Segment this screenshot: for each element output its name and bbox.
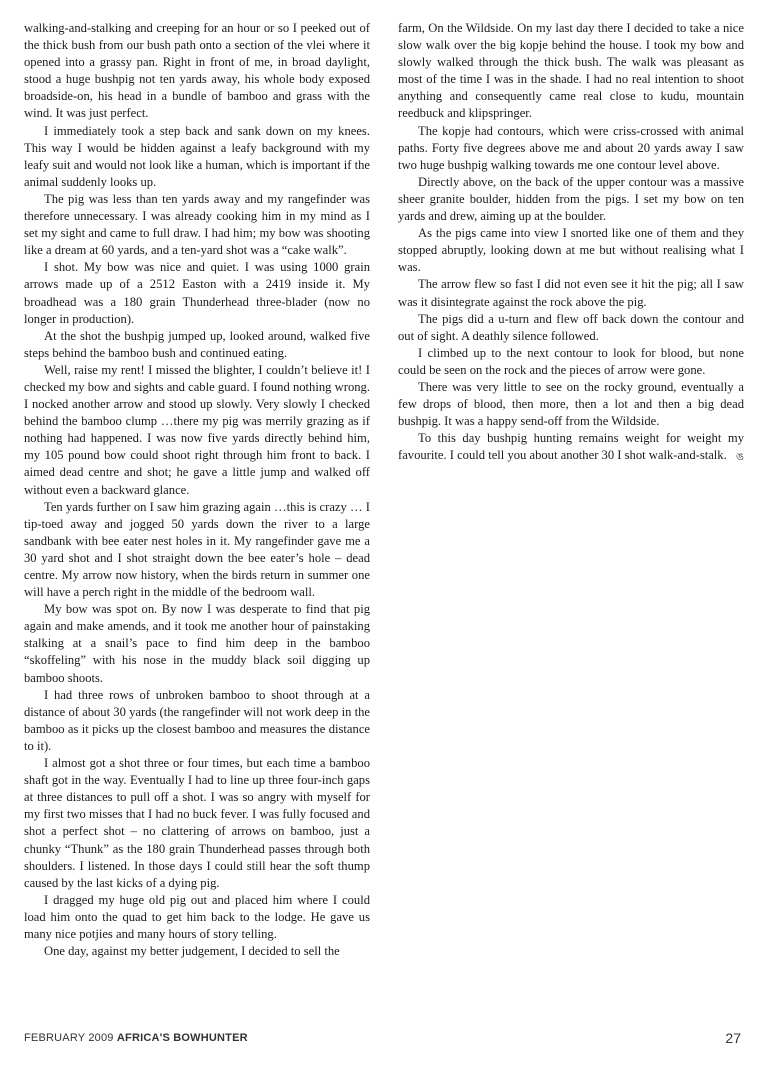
paragraph: At the shot the bushpig jumped up, looked around, walked five steps behind the bamboo bush and continued eating. — [24, 328, 370, 360]
paragraph: The pig was less than ten yards away and my rangefinder was therefore unnecessary. I was already cooking him in my mind as I set my sight and came to full draw. I had him; my bow was shooting like a dream at 60 yards, and a ten-yard shot was a “cake walk”. — [24, 191, 370, 258]
paragraph: I immediately took a step back and sank down on my knees. This way I would be hidden against a leafy background with my leafy suit and would not look like a human, which is important if the animal suddenly looks up. — [24, 123, 370, 189]
issue-date: FEBRUARY 2009 — [24, 1032, 114, 1044]
paragraph: The arrow flew so fast I did not even see it hit the pig; all I saw was it disintegrate against the rock above the pig. — [398, 277, 744, 309]
paragraph: I had three rows of unbroken bamboo to shoot through at a distance of about 30 yards (the rangefinder will not work deep in the bamboo as it picks up the closest bamboo and measures the distance to it). — [24, 687, 370, 753]
paragraph: Directly above, on the back of the upper contour was a massive sheer granite boulder, hidden from the pigs. I set my bow on ten yards and drew, aiming up at the boulder. — [398, 174, 744, 224]
paragraph: There was very little to see on the rocky ground, eventually a few drops of blood, then more, then a lot and then a big dead bushpig. It was a happy send-off from the Wildside. — [398, 379, 744, 429]
paragraph: walking-and-stalking and creeping for an hour or so I peeked out of the thick bush from our bush path onto a section of the vlei where it opened into a grassy pan. Right in front of me, in broad daylight, stood a huge bushpig not ten yards away, his whole body exposed broadside-on, his head in a bundle of bamboo and grass with the wind. It was just perfect. — [24, 21, 370, 121]
left-column — [24, 20, 370, 960]
paragraph: The kopje had contours, which were criss-crossed with animal paths. Forty five degrees above me and about 20 yards away I saw two huge bushpig walking towards me one contour level above. — [398, 123, 744, 172]
paragraph: I dragged my huge old pig out and placed him where I could load him onto the quad to get him back to the lodge. He gave us many nice potjies and many hours of story telling. — [24, 892, 370, 941]
paragraph: One day, against my better judgement, I decided to sell the — [44, 944, 340, 959]
right-column — [398, 20, 744, 462]
paragraph: As the pigs came into view I snorted like one of them and they stopped abruptly, looking down at me but without realising what I was. — [398, 226, 744, 275]
magazine-name: AFRICA'S BOWHUNTER — [116, 1032, 248, 1044]
paragraph: I climbed up to the next contour to look for blood, but none could be seen on the rock and the pieces of arrow were gone. — [398, 345, 744, 377]
page-number: 27 — [725, 1030, 741, 1046]
paragraph: The pigs did a u-turn and flew off back down the contour and out of sight. A deathly silence followed. — [398, 311, 744, 343]
paragraph: farm, On the Wildside. On my last day there I decided to take a nice slow walk over the big kopje behind the house. I took my bow and slowly walked through the thick bush. The walk was pleasant as most of the time I was in the shade. I had no real intention to shoot anything and consequently came real close to kudu, mountain reedbuck and klipspringer. — [398, 21, 744, 121]
paragraph: To this day bushpig hunting remains weight for weight my favourite. I could tell you about another 30 I shot walk-and-stalk. — [398, 431, 744, 463]
paragraph: My bow was spot on. By now I was desperate to find that pig again and make amends, and it took me another hour of painstaking stalking at a snail’s pace to find him deep in the bamboo “skoffeling” with his nose in the muddy black soil digging up bamboo shoots. — [24, 602, 370, 685]
paragraph: I almost got a shot three or four times, but each time a bamboo shaft got in the way. Eventually I had to line up three four-inch gaps at three distances to pull off a shot. I was so angry with myself for my first two misses that I had no buck fever. I was fully focused and shot a perfect shot – no clattering of arrows on bamboo, just a chunky “Thunk” as the 180 grain Thunderhead passes through both shoulders. I listened. In those days I could still hear the soft thump caused by the last kicks of a dying pig. — [24, 756, 370, 890]
paragraph: Ten yards further on I saw him grazing again …this is crazy … I tip-toed away and jogged 50 yards down the river to a large sandbank with bee eater nest holes in it. My rangefinder gave me a 30 yard shot and I shot straight down the bee eater’s hole – dead centre. My arrow now history, when the birds return in summer one will have a perch right in the middle of the bedroom wall. — [24, 499, 370, 600]
footer-meta — [24, 1032, 248, 1044]
paragraph: Well, raise my rent! I missed the blighter, I couldn’t believe it! I checked my bow and sights and cable guard. I found nothing wrong. I nocked another arrow and stood up slowly. Very slowly I checked behind the bamboo clump …there my pig was merrily grazing as if nothing had happened. I was now five yards directly behind him, my 105 pound bow could shoot right through him front to back. I aimed dead centre and shot; he gave a little jump and walked off without even a backward glance. — [24, 362, 370, 497]
end-mark-icon: ঙ — [735, 451, 744, 464]
paragraph: I shot. My bow was nice and quiet. I was using 1000 grain arrows made up of a 2512 Easton with a 2419 inside it. My broadhead was a 180 grain Thunderhead three-blader (now no longer in production). — [24, 260, 370, 326]
